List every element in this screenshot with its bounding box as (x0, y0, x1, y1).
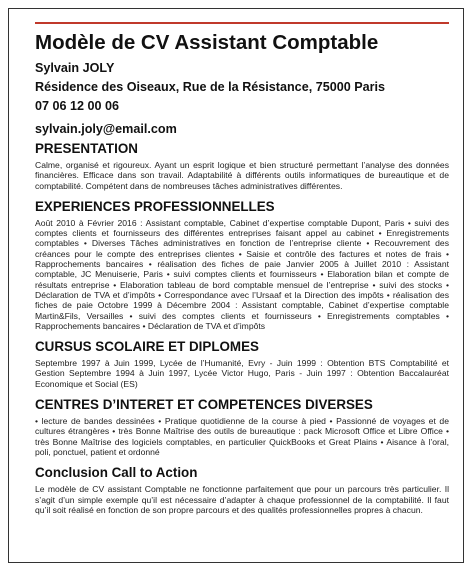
accent-line (35, 22, 449, 24)
contact-name: Sylvain JOLY (35, 61, 115, 75)
education-text: Septembre 1997 à Juin 1999, Lycée de l’Humanité, Evry - Juin 1999 : Obtention BTS Comptabilité et Gestion Septembre 1994 à Juin 1997, Lycée Victor Hugo, Paris - Juin 1997 : Obtention Baccalauréat Economique et Social (ES) (35, 358, 449, 389)
contact-address: Résidence des Oiseaux, Rue de la Résistance, 75000 Paris (35, 80, 386, 94)
section-heading-education: CURSUS SCOLAIRE ET DIPLOMES (35, 339, 259, 355)
contact-email: sylvain.joly@email.com (35, 122, 177, 136)
document-frame (8, 8, 464, 563)
section-heading-presentation: PRESENTATION (35, 141, 138, 156)
contact-phone: 07 06 12 00 06 (35, 99, 120, 113)
section-heading-experiences: EXPERIENCES PROFESSIONNELLES (35, 198, 275, 214)
section-heading-interests: CENTRES D’INTERET ET COMPETENCES DIVERSES (35, 397, 373, 413)
experiences-text: Août 2010 à Février 2016 : Assistant comptable, Cabinet d’expertise comptable Dupont, Paris • suivi des comptes clients et fournisseurs des différentes entreprises faisant appel au cabinet • Enregistrements comptables • Diverses Tâches administratives en fonction de l’entreprise cliente • Recouvrement des créances pour le compte des entreprises clientes • Saisie et contrôle des factures et notes de frais • Rapprochements bancaires • réalisation des fiches de paie Janvier 2005 à Juillet 2010 : Assistant comptable, JC Menuiserie, Paris • suivi comptes clients et fournisseurs • Elaboration bilan et compte de résultats entreprise • Elaboration tableau de bord comptable mensuel de l’entreprise • suivi des stocks • Déclaration de TVA et d’impôts • Correspondance avec l’Ursaaf et la Direction des impôts • réalisation des fiches de paie Octobre 1999 à Décembre 2004 : Assistant comptable, Cabinet d’expertise comptable Martin&Fils, Versailles • suivi des comptes clients et fournisseurs • Enregistrements comptables • Rapprochements bancaires • Déclaration de TVA et d’impôts (35, 217, 449, 331)
cv-content (35, 31, 449, 515)
conclusion-text: Le modèle de CV assistant Comptable ne fonctionne parfaitement que pour un parcours très particulier. Il s’agit d’un simple exemple qu’il est nécessaire d’adapter à chaque professionnel de la comptabilité. Il faut qu’il soit réalisé en fonction de son propre parcours et des qualités professionnelles propres à chacun. (35, 484, 449, 515)
section-heading-conclusion: Conclusion Call to Action (35, 465, 198, 481)
interests-text: • lecture de bandes dessinées • Pratique quotidienne de la course à pied • Passionné de voyages et de cultures étrangères • très Bonne Maîtrise des outils de bureautique : pack Microsoft Office et Libre Office • très Bonne Maîtrise des logiciels comptables, en particulier QuickBooks et Great Plains • Aisance à l’oral, poli, ponctuel, patient et ordonné (35, 416, 449, 457)
cv-title: Modèle de CV Assistant Comptable (35, 31, 379, 54)
presentation-text: Calme, organisé et rigoureux. Ayant un esprit logique et bien structuré permettant l’analyse des données financières. Efficace dans son travail. Adaptabilité à différents outils informatiques de bureautique et de comptabilité. Compétent dans de nombreuses tâches administratives différentes. (35, 160, 449, 191)
